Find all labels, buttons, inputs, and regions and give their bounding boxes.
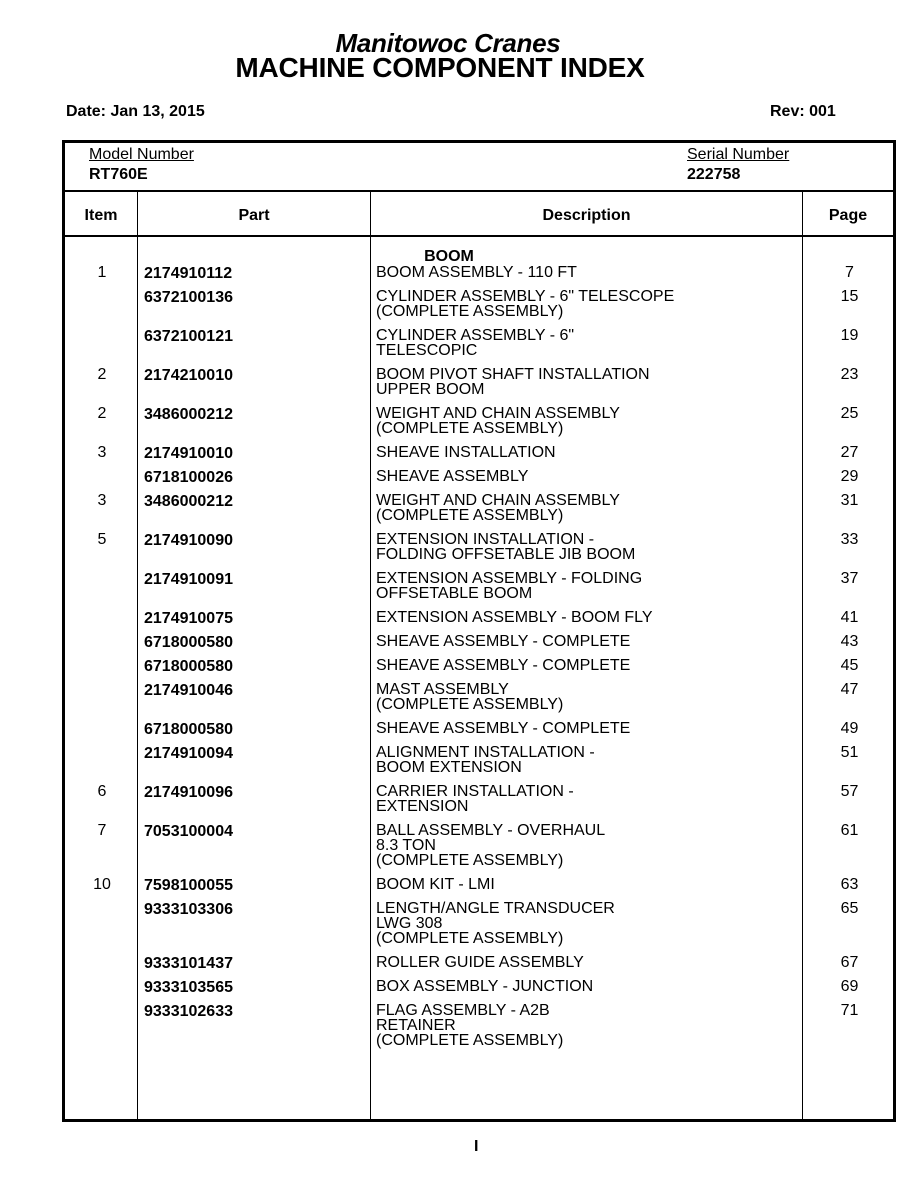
item-number: 2 <box>97 405 107 422</box>
column-header-description: Description <box>542 207 631 224</box>
part-number: 2174910094 <box>144 745 233 762</box>
part-description <box>376 634 796 649</box>
page-reference: 31 <box>840 492 859 509</box>
section-heading: BOOM <box>424 248 474 265</box>
page-reference: 49 <box>840 720 859 737</box>
part-number: 2174910010 <box>144 445 233 462</box>
table-row <box>65 265 893 280</box>
item-number: 7 <box>97 822 107 839</box>
page-reference: 61 <box>840 822 859 839</box>
page-reference: 57 <box>840 783 859 800</box>
part-description <box>376 1003 796 1048</box>
revision-number: Rev: 001 <box>770 103 836 120</box>
description-line: ALIGNMENT INSTALLATION - <box>376 744 595 761</box>
part-description <box>376 571 796 601</box>
table-row <box>65 367 893 397</box>
table-body <box>65 249 893 1057</box>
page-reference: 27 <box>840 444 859 461</box>
description-line: LENGTH/ANGLE TRANSDUCER <box>376 900 615 917</box>
part-number: 6372100121 <box>144 328 233 345</box>
model-number-value: RT760E <box>89 166 148 183</box>
table-row <box>65 658 893 673</box>
page-reference: 69 <box>840 978 859 995</box>
table-row <box>65 571 893 601</box>
part-number: 6718100026 <box>144 469 233 486</box>
page-reference: 7 <box>845 264 854 281</box>
part-number: 9333103565 <box>144 979 233 996</box>
description-line: (COMPLETE ASSEMBLY) <box>376 696 564 713</box>
description-line: RETAINER <box>376 1017 456 1034</box>
table-row <box>65 445 893 460</box>
part-number: 7053100004 <box>144 823 233 840</box>
divider <box>65 235 893 237</box>
description-line: CYLINDER ASSEMBLY - 6" <box>376 327 575 344</box>
table-row <box>65 721 893 736</box>
column-header-part: Part <box>238 207 270 224</box>
part-number: 2174910090 <box>144 532 233 549</box>
part-number: 3486000212 <box>144 406 233 423</box>
description-line: SHEAVE ASSEMBLY - COMPLETE <box>376 633 631 650</box>
page-reference: 29 <box>840 468 859 485</box>
page-number: I <box>474 1138 479 1155</box>
divider <box>65 190 893 192</box>
part-description <box>376 823 796 868</box>
table-row <box>65 610 893 625</box>
part-number: 2174210010 <box>144 367 233 384</box>
description-line: SHEAVE INSTALLATION <box>376 444 556 461</box>
table-row <box>65 493 893 523</box>
part-number: 9333102633 <box>144 1003 233 1020</box>
page-reference: 37 <box>840 570 859 587</box>
document-title: MACHINE COMPONENT INDEX <box>235 52 645 83</box>
description-line: 8.3 TON <box>376 837 436 854</box>
table-row <box>65 328 893 358</box>
part-number: 6718000580 <box>144 658 233 675</box>
description-line: BOOM ASSEMBLY - 110 FT <box>376 264 577 281</box>
page-reference: 67 <box>840 954 859 971</box>
part-description <box>376 745 796 775</box>
description-line: UPPER BOOM <box>376 381 485 398</box>
description-line: CARRIER INSTALLATION - <box>376 783 574 800</box>
serial-number-value: 222758 <box>687 166 741 183</box>
part-description <box>376 682 796 712</box>
company-name: Manitowoc Cranes <box>335 28 561 58</box>
page-reference: 41 <box>840 609 859 626</box>
part-description <box>376 469 796 484</box>
table-row <box>65 634 893 649</box>
part-description <box>376 721 796 736</box>
part-description <box>376 367 796 397</box>
part-number: 3486000212 <box>144 493 233 510</box>
model-number-label: Model Number <box>89 146 194 163</box>
description-line: BOOM PIVOT SHAFT INSTALLATION <box>376 366 650 383</box>
item-number: 6 <box>97 783 107 800</box>
part-number: 2174910091 <box>144 571 233 588</box>
part-description <box>376 289 796 319</box>
description-line: (COMPLETE ASSEMBLY) <box>376 303 564 320</box>
description-line: TELESCOPIC <box>376 342 478 359</box>
part-description <box>376 658 796 673</box>
table-row <box>65 901 893 946</box>
description-line: ROLLER GUIDE ASSEMBLY <box>376 954 584 971</box>
page-reference: 43 <box>840 633 859 650</box>
part-number: 7598100055 <box>144 877 233 894</box>
part-description <box>376 784 796 814</box>
description-line: MAST ASSEMBLY <box>376 681 509 698</box>
table-row <box>65 1003 893 1048</box>
part-number: 9333101437 <box>144 955 233 972</box>
description-line: (COMPLETE ASSEMBLY) <box>376 852 564 869</box>
table-row <box>65 469 893 484</box>
page-reference: 45 <box>840 657 859 674</box>
description-line: BOOM KIT - LMI <box>376 876 495 893</box>
part-number: 9333103306 <box>144 901 233 918</box>
part-number: 6718000580 <box>144 721 233 738</box>
page-reference: 15 <box>840 288 859 305</box>
description-line: SHEAVE ASSEMBLY <box>376 468 529 485</box>
part-description <box>376 955 796 970</box>
description-line: EXTENSION INSTALLATION - <box>376 531 595 548</box>
description-line: OFFSETABLE BOOM <box>376 585 533 602</box>
column-header-item: Item <box>84 207 118 224</box>
part-description <box>376 445 796 460</box>
column-header-page: Page <box>828 207 868 224</box>
description-line: BALL ASSEMBLY - OVERHAUL <box>376 822 606 839</box>
item-number: 5 <box>97 531 107 548</box>
part-description <box>376 328 796 358</box>
item-number: 2 <box>97 366 107 383</box>
serial-number-label: Serial Number <box>687 146 790 163</box>
page-reference: 63 <box>840 876 859 893</box>
part-description <box>376 979 796 994</box>
part-description <box>376 406 796 436</box>
part-description <box>376 532 796 562</box>
description-line: EXTENSION <box>376 798 469 815</box>
part-number: 2174910075 <box>144 610 233 627</box>
table-row <box>65 289 893 319</box>
description-line: SHEAVE ASSEMBLY - COMPLETE <box>376 657 631 674</box>
description-line: FOLDING OFFSETABLE JIB BOOM <box>376 546 636 563</box>
description-line: (COMPLETE ASSEMBLY) <box>376 930 564 947</box>
item-number: 10 <box>93 876 111 893</box>
table-row <box>65 877 893 892</box>
page-reference: 19 <box>840 327 859 344</box>
item-number: 3 <box>97 492 107 509</box>
item-number: 1 <box>97 264 107 281</box>
part-number: 2174910112 <box>144 265 233 282</box>
part-description <box>376 265 796 280</box>
page-reference: 51 <box>840 744 859 761</box>
part-number: 6718000580 <box>144 634 233 651</box>
description-line: FLAG ASSEMBLY - A2B <box>376 1002 550 1019</box>
table-row <box>65 682 893 712</box>
description-line: (COMPLETE ASSEMBLY) <box>376 507 564 524</box>
description-line: LWG 308 <box>376 915 443 932</box>
component-index-table <box>62 140 896 1122</box>
part-description <box>376 877 796 892</box>
document-date: Date: Jan 13, 2015 <box>66 103 205 120</box>
table-row <box>65 745 893 775</box>
item-number: 3 <box>97 444 107 461</box>
description-line: (COMPLETE ASSEMBLY) <box>376 420 564 437</box>
part-description <box>376 610 796 625</box>
page-reference: 33 <box>840 531 859 548</box>
table-row <box>65 823 893 868</box>
description-line: WEIGHT AND CHAIN ASSEMBLY <box>376 405 620 422</box>
table-row <box>65 979 893 994</box>
page-reference: 71 <box>840 1002 859 1019</box>
table-row <box>65 406 893 436</box>
table-row <box>65 784 893 814</box>
table-row <box>65 532 893 562</box>
description-line: SHEAVE ASSEMBLY - COMPLETE <box>376 720 631 737</box>
table-row <box>65 955 893 970</box>
description-line: WEIGHT AND CHAIN ASSEMBLY <box>376 492 620 509</box>
part-number: 2174910096 <box>144 784 233 801</box>
description-line: BOX ASSEMBLY - JUNCTION <box>376 978 594 995</box>
page-reference: 47 <box>840 681 859 698</box>
description-line: (COMPLETE ASSEMBLY) <box>376 1032 564 1049</box>
part-description <box>376 493 796 523</box>
page-reference: 23 <box>840 366 859 383</box>
part-number: 2174910046 <box>144 682 233 699</box>
part-description <box>376 901 796 946</box>
description-line: BOOM EXTENSION <box>376 759 522 776</box>
page-reference: 25 <box>840 405 859 422</box>
description-line: EXTENSION ASSEMBLY - FOLDING <box>376 570 643 587</box>
part-number: 6372100136 <box>144 289 233 306</box>
page-reference: 65 <box>840 900 859 917</box>
description-line: EXTENSION ASSEMBLY - BOOM FLY <box>376 609 653 626</box>
description-line: CYLINDER ASSEMBLY - 6" TELESCOPE <box>376 288 675 305</box>
